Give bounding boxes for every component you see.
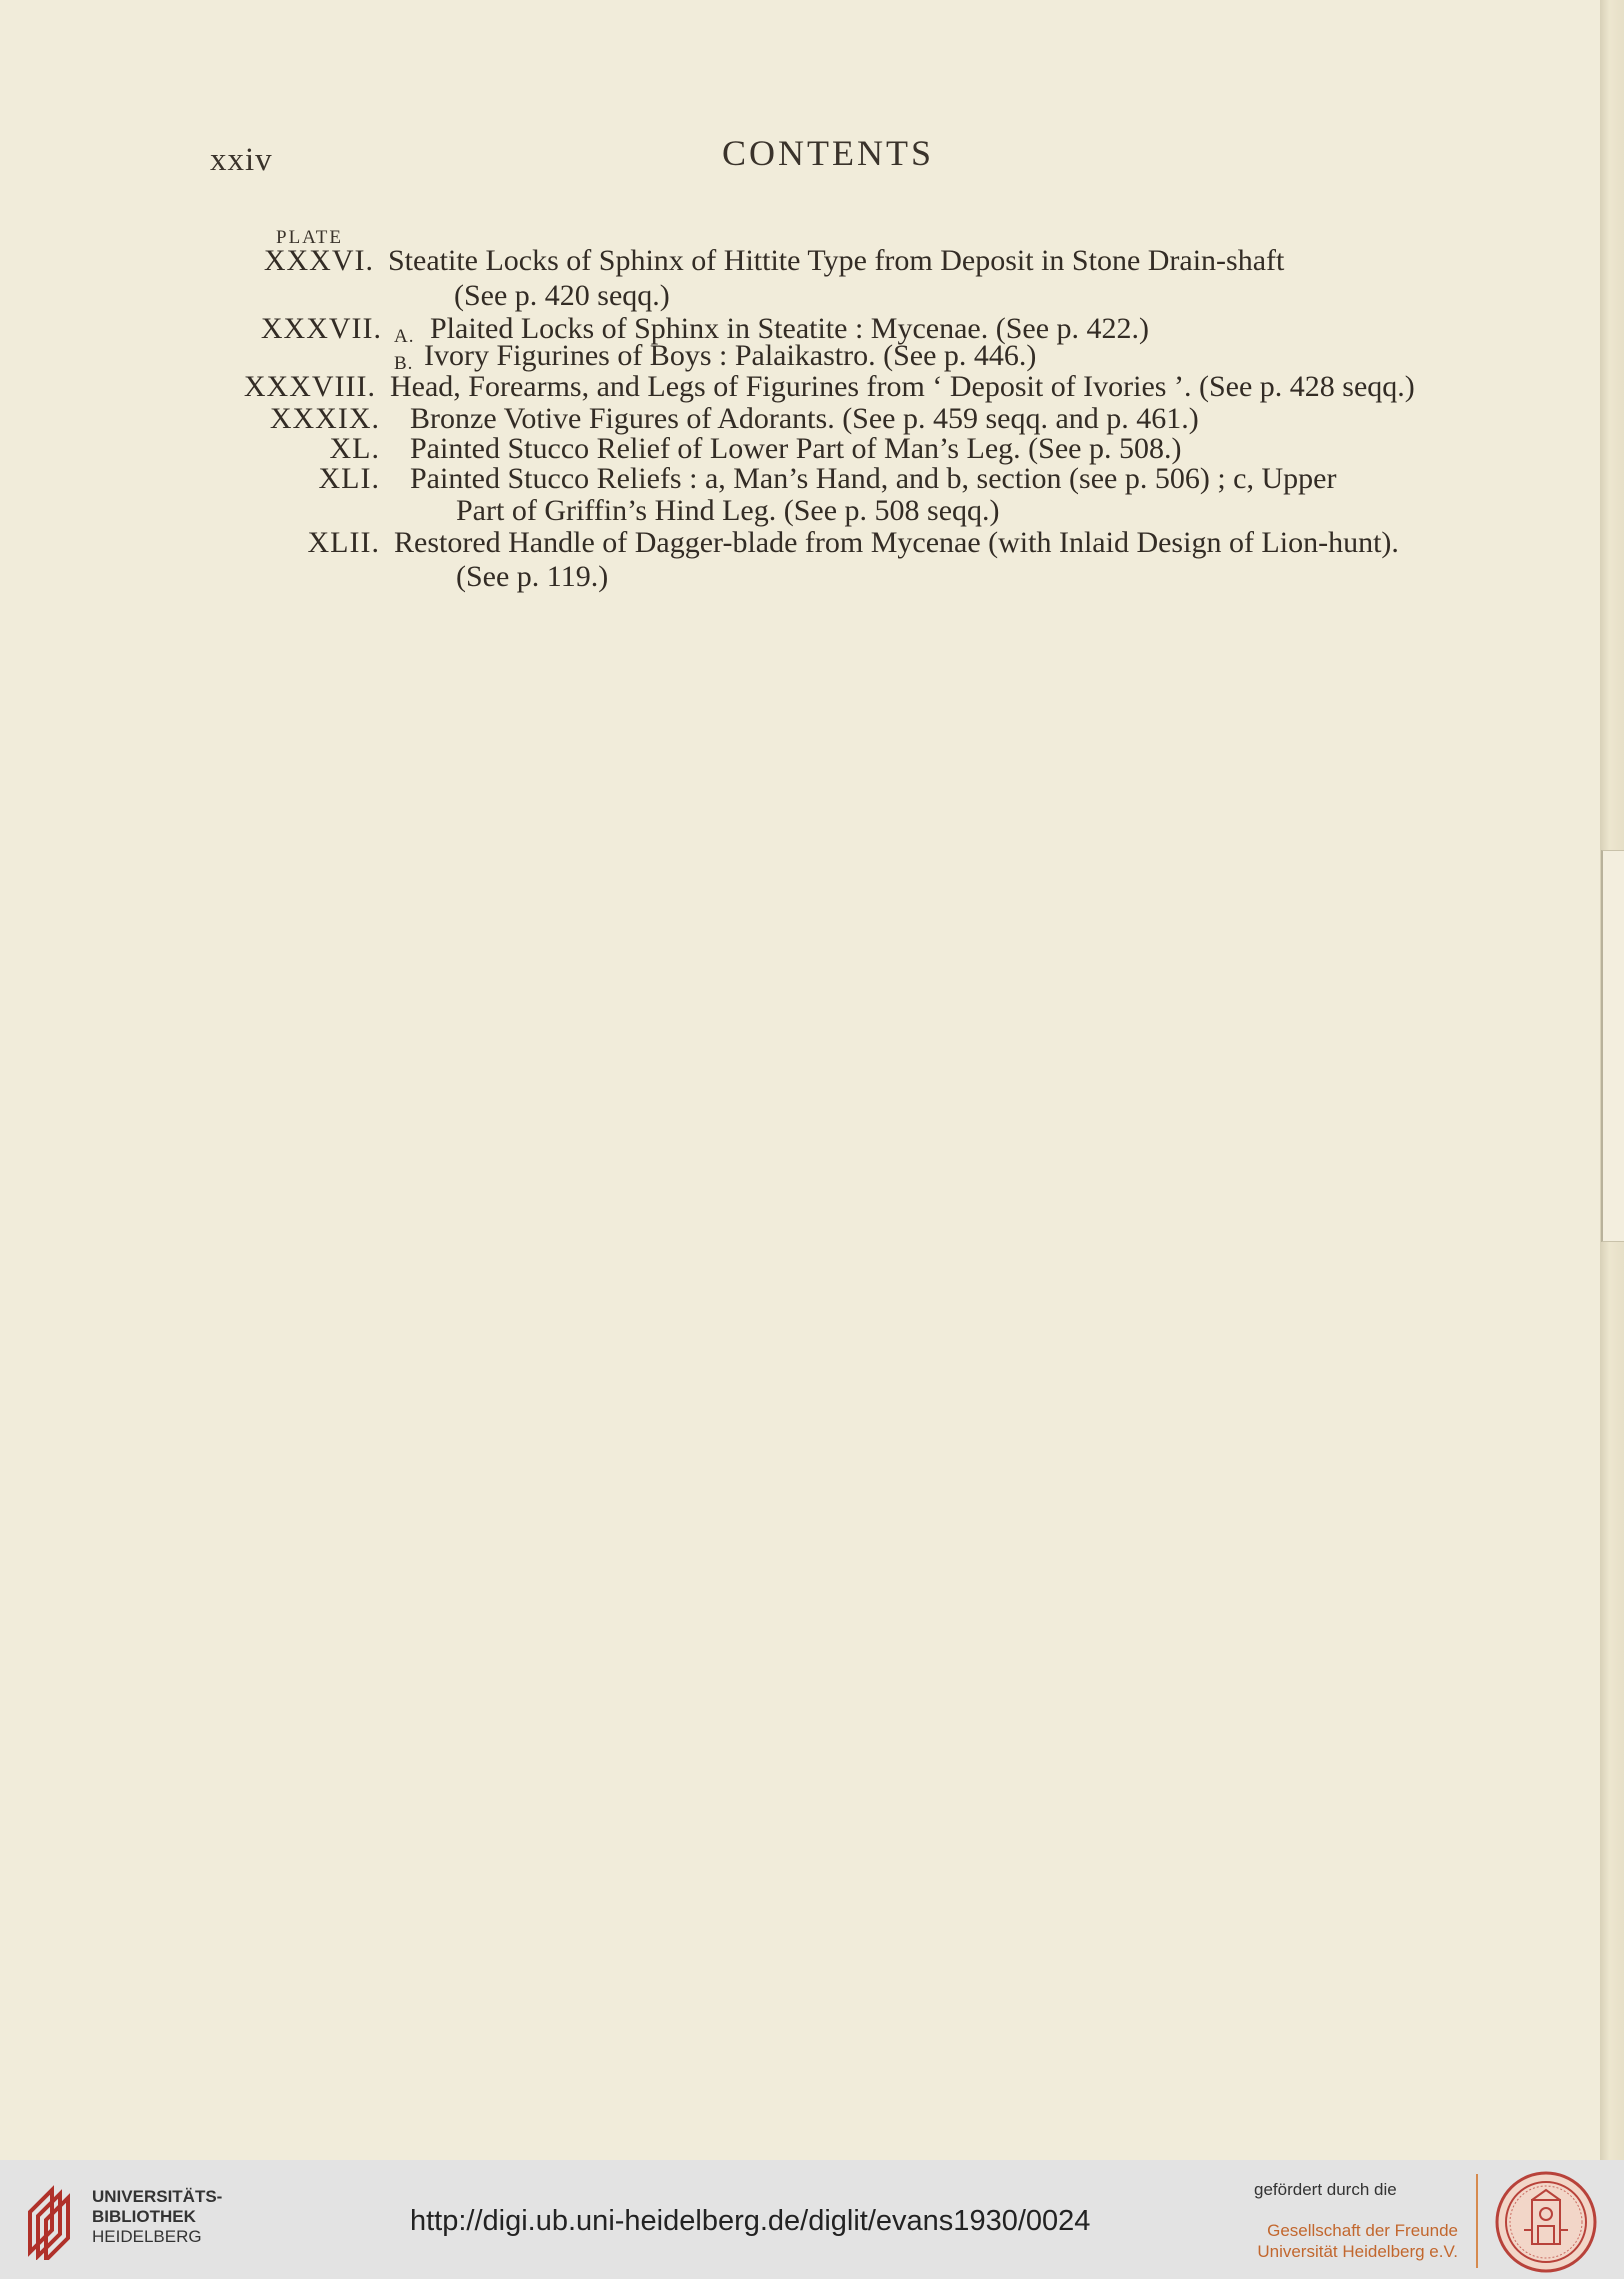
footer-bar bbox=[0, 2160, 1624, 2279]
entry-text: Painted Stucco Relief of Lower Part of Man’s Leg. (See p. 508.) bbox=[410, 432, 1182, 465]
page-tab bbox=[1601, 850, 1624, 1242]
entry-text: Painted Stucco Reliefs : a, Man’s Hand, and b, section (see p. 506) ; c, Upper bbox=[410, 462, 1337, 495]
permalink-url[interactable]: http://digi.ub.uni-heidelberg.de/diglit/evans1930/0024 bbox=[410, 2205, 1091, 2237]
plate-number: XLI. bbox=[318, 462, 380, 495]
sponsor-intro: gefördert durch die bbox=[1254, 2180, 1397, 2199]
entry-text: Steatite Locks of Sphinx of Hittite Type from Deposit in Stone Drain-shaft bbox=[388, 244, 1285, 277]
entry-text: Head, Forearms, and Legs of Figurines from ‘ Deposit of Ivories ’. (See p. 428 seqq.) bbox=[390, 370, 1415, 403]
university-seal-icon bbox=[1494, 2170, 1598, 2274]
entry-text: (See p. 420 seqq.) bbox=[454, 279, 670, 312]
plate-number: XLII. bbox=[307, 526, 380, 559]
entry-text: (See p. 119.) bbox=[456, 560, 609, 593]
library-name: UNIVERSITÄTS- BIBLIOTHEK HEIDELBERG bbox=[92, 2187, 223, 2246]
plate-number: XL. bbox=[329, 432, 380, 465]
sponsor-divider bbox=[1476, 2174, 1478, 2268]
entry-text: Plaited Locks of Sphinx in Steatite : Mycenae. (See p. 422.) bbox=[430, 312, 1150, 345]
entry-prefix: A. bbox=[394, 326, 415, 347]
entry-prefix: B. bbox=[394, 353, 414, 374]
page-title: CONTENTS bbox=[722, 133, 934, 173]
entry-text: Bronze Votive Figures of Adorants. (See p. 459 seqq. and p. 461.) bbox=[410, 402, 1199, 435]
plate-number: XXXVII. bbox=[260, 312, 382, 345]
plate-number: XXXVIII. bbox=[243, 370, 376, 403]
entry-text: Restored Handle of Dagger-blade from Mycenae (with Inlaid Design of Lion-hunt). bbox=[394, 526, 1399, 559]
plate-number: XXXIX. bbox=[269, 402, 380, 435]
plate-number: XXXVI. bbox=[263, 244, 374, 277]
library-logo-icon bbox=[22, 2182, 82, 2260]
page-number: xxiv bbox=[210, 142, 273, 178]
plate-column-label: PLATE bbox=[276, 227, 343, 248]
entry-text: Ivory Figurines of Boys : Palaikastro. (See p. 446.) bbox=[424, 339, 1037, 372]
sponsor-name: Gesellschaft der Freunde Universität Heidelberg e.V. bbox=[1257, 2221, 1458, 2261]
entry-text: Part of Griffin’s Hind Leg. (See p. 508 seqq.) bbox=[456, 494, 1000, 527]
